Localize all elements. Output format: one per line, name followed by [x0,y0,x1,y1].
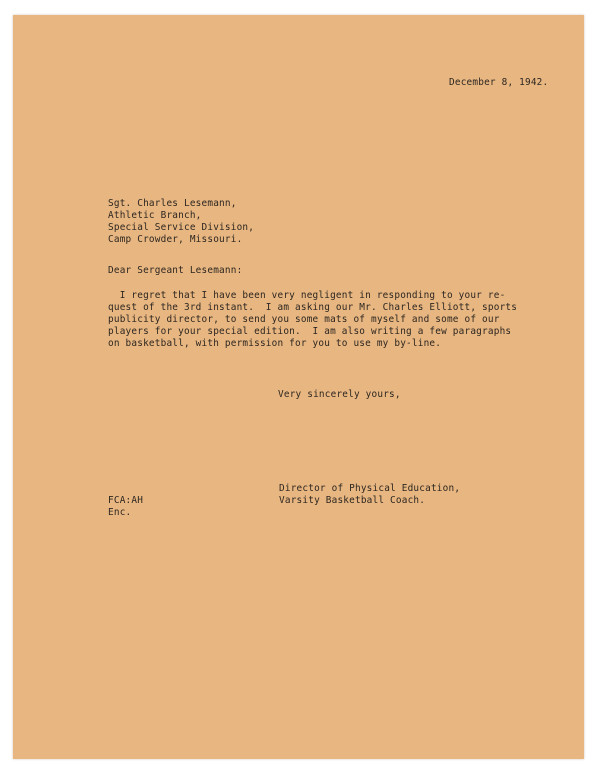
complimentary-closing: Very sincerely yours, [278,389,401,400]
reference-line: FCA:AH [108,495,144,506]
body-line: players for your special edition. I am also writing a few paragraphs [108,326,512,337]
letter-body [108,290,517,350]
body-line: I regret that I have been very negligent in responding to your re- [108,290,506,301]
address-line: Athletic Branch, [108,210,202,221]
letter-page [13,15,584,759]
letter-date: December 8, 1942. [449,77,549,88]
address-line: Sgt. Charles Lesemann, [108,198,237,209]
signature-block [279,483,460,507]
reference-line: Enc. [108,507,132,518]
signature-line: Varsity Basketball Coach. [279,495,426,506]
reference-initials [108,495,143,519]
address-line: Camp Crowder, Missouri. [108,234,243,245]
recipient-address [108,198,254,246]
body-line: publicity director, to send you some mats of myself and some of our [108,314,500,325]
signature-line: Director of Physical Education, [279,483,461,494]
address-line: Special Service Division, [108,222,255,233]
salutation: Dear Sergeant Lesemann: [108,265,243,276]
body-line: quest of the 3rd instant. I am asking our Mr. Charles Elliott, sports [108,302,518,313]
body-line: on basketball, with permission for you to use my by-line. [108,338,442,349]
